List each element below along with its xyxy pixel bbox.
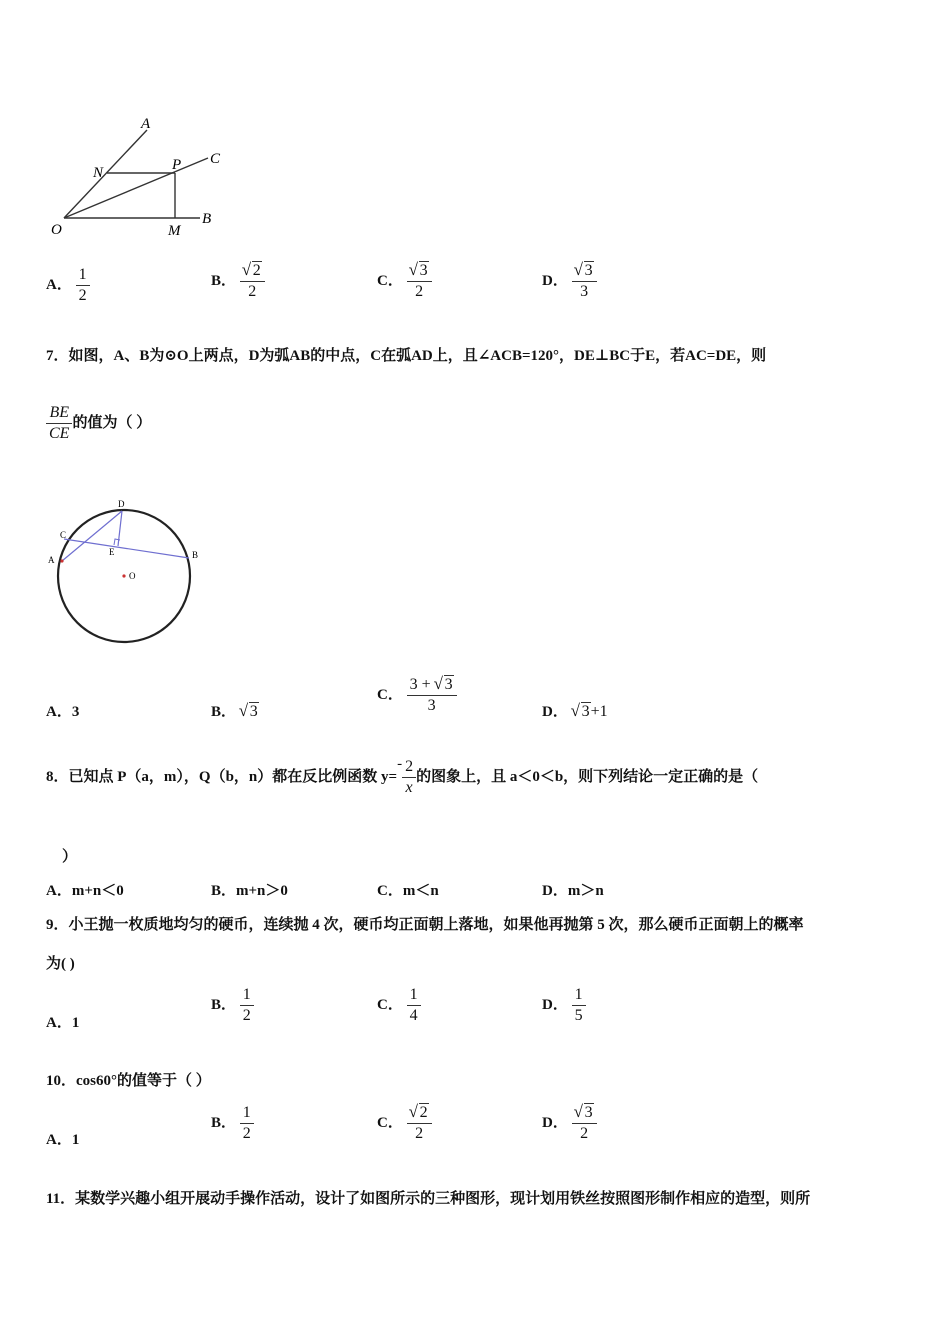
label-O: O bbox=[51, 222, 62, 238]
label-C: C bbox=[210, 151, 221, 167]
circle-figure bbox=[40, 495, 215, 653]
label-A: A bbox=[141, 116, 151, 132]
q11-stem: 11．某数学兴趣小组开展动手操作活动，设计了如图所示的三种图形，现计划用铁丝按照图形制作相应的造型，则所 bbox=[46, 1191, 811, 1207]
label-A: A bbox=[48, 555, 55, 565]
label-P: P bbox=[172, 157, 182, 173]
q9-option-d[interactable]: D． $\frac{1}{5}$ bbox=[542, 986, 586, 1025]
point-a-dot bbox=[60, 559, 63, 562]
ray-OC bbox=[64, 158, 208, 218]
segment-DE bbox=[118, 511, 122, 546]
q10-option-b[interactable]: B． $\frac{1}{2}$ bbox=[211, 1104, 254, 1143]
q10-option-c[interactable]: C． √ $\frac{2}{2}$ bbox=[377, 1104, 432, 1143]
q8-option-d[interactable]: D．m＞n bbox=[542, 883, 604, 899]
q9-option-b[interactable]: B． $\frac{1}{2}$ bbox=[211, 986, 254, 1025]
q7-option-b[interactable]: B． √ 3 bbox=[211, 700, 259, 721]
segment-CB bbox=[64, 539, 189, 558]
label-N: N bbox=[93, 165, 104, 181]
q10-option-a[interactable]: A．1 bbox=[46, 1132, 80, 1148]
q8-option-a[interactable]: A．m+n＜0 bbox=[46, 883, 124, 899]
q6-option-a[interactable]: A． $\frac{1}{2}$ bbox=[46, 266, 90, 305]
fraction: √ $\frac{3}{2}$ bbox=[407, 262, 432, 301]
q8-stem-line2: ） bbox=[62, 849, 78, 865]
label-D: D bbox=[118, 499, 125, 509]
fraction: $\frac{1}{4}$ bbox=[407, 986, 421, 1025]
fraction: √ $\frac{2}{2}$ bbox=[240, 262, 265, 301]
q8-option-b[interactable]: B．m+n＞0 bbox=[211, 883, 288, 899]
fraction-2-over-x: $\frac{2}{x}$ bbox=[402, 758, 416, 797]
fraction: $\frac{1}{5}$ bbox=[572, 986, 586, 1025]
q7-stem: 7．如图，A、B为⊙O上两点，D为弧AB的中点，C在弧AD上，且∠ACB=120°，DE⊥BC于E，若AC=DE，则 bbox=[46, 348, 767, 364]
q6-option-b[interactable]: B． √ $\frac{2}{2}$ bbox=[211, 262, 265, 301]
q9-option-a[interactable]: A．1 bbox=[46, 1015, 80, 1031]
q8-option-c[interactable]: C．m＜n bbox=[377, 883, 439, 899]
fraction-be-ce: $\frac{BE}{CE}$ bbox=[46, 404, 72, 443]
q6-option-d[interactable]: D． √ $\frac{3}{3}$ bbox=[542, 262, 597, 301]
label-O: O bbox=[129, 571, 136, 581]
ray-OA bbox=[64, 130, 147, 218]
label-M: M bbox=[168, 223, 181, 239]
q10-option-d[interactable]: D． √ $\frac{3}{2}$ bbox=[542, 1104, 597, 1143]
label-B: B bbox=[192, 550, 199, 560]
q8-stem: 8．已知点 P（a，m），Q（b，n）都在反比例函数 y=- $\frac{2}{x}$ 的图象上，且 a＜0＜b，则下列结论一定正确的是（ bbox=[46, 756, 759, 796]
q7-stem-line2: $\frac{BE}{CE}$ 的值为（ ） bbox=[46, 404, 151, 443]
center-dot bbox=[122, 574, 125, 577]
q10-stem: 10．cos60°的值等于（ ） bbox=[46, 1073, 211, 1089]
q6-option-c[interactable]: C． √ $\frac{3}{2}$ bbox=[377, 262, 432, 301]
right-angle-mark bbox=[114, 539, 120, 545]
fraction: √ $\frac{3}{3}$ bbox=[572, 262, 597, 301]
fraction: √ $\frac{2}{2}$ bbox=[407, 1104, 432, 1143]
q7-option-a[interactable]: A．3 bbox=[46, 704, 80, 720]
q9-stem: 9．小王抛一枚质地均匀的硬币，连续抛 4 次，硬币均正面朝上落地，如果他再抛第 5 次，那么硬币正面朝上的概率 bbox=[46, 917, 804, 933]
fraction: $\frac{3 + √ 3}{3}$ bbox=[407, 676, 457, 715]
angle-figure bbox=[40, 110, 240, 245]
q9-option-c[interactable]: C． $\frac{1}{4}$ bbox=[377, 986, 421, 1025]
q9-stem-line2: 为( ) bbox=[46, 956, 75, 972]
fraction: √ $\frac{3}{2}$ bbox=[572, 1104, 597, 1143]
fraction: $\frac{1}{2}$ bbox=[240, 986, 254, 1025]
label-E: E bbox=[109, 547, 115, 557]
q7-option-c[interactable]: C． $\frac{3 + √ 3}{3}$ bbox=[377, 676, 457, 715]
fraction: $\frac{1}{2}$ bbox=[76, 266, 90, 305]
fraction: $\frac{1}{2}$ bbox=[240, 1104, 254, 1143]
label-B: B bbox=[202, 211, 212, 227]
label-C: C bbox=[60, 530, 67, 540]
q7-option-d[interactable]: D． √ 3+1 bbox=[542, 700, 608, 721]
